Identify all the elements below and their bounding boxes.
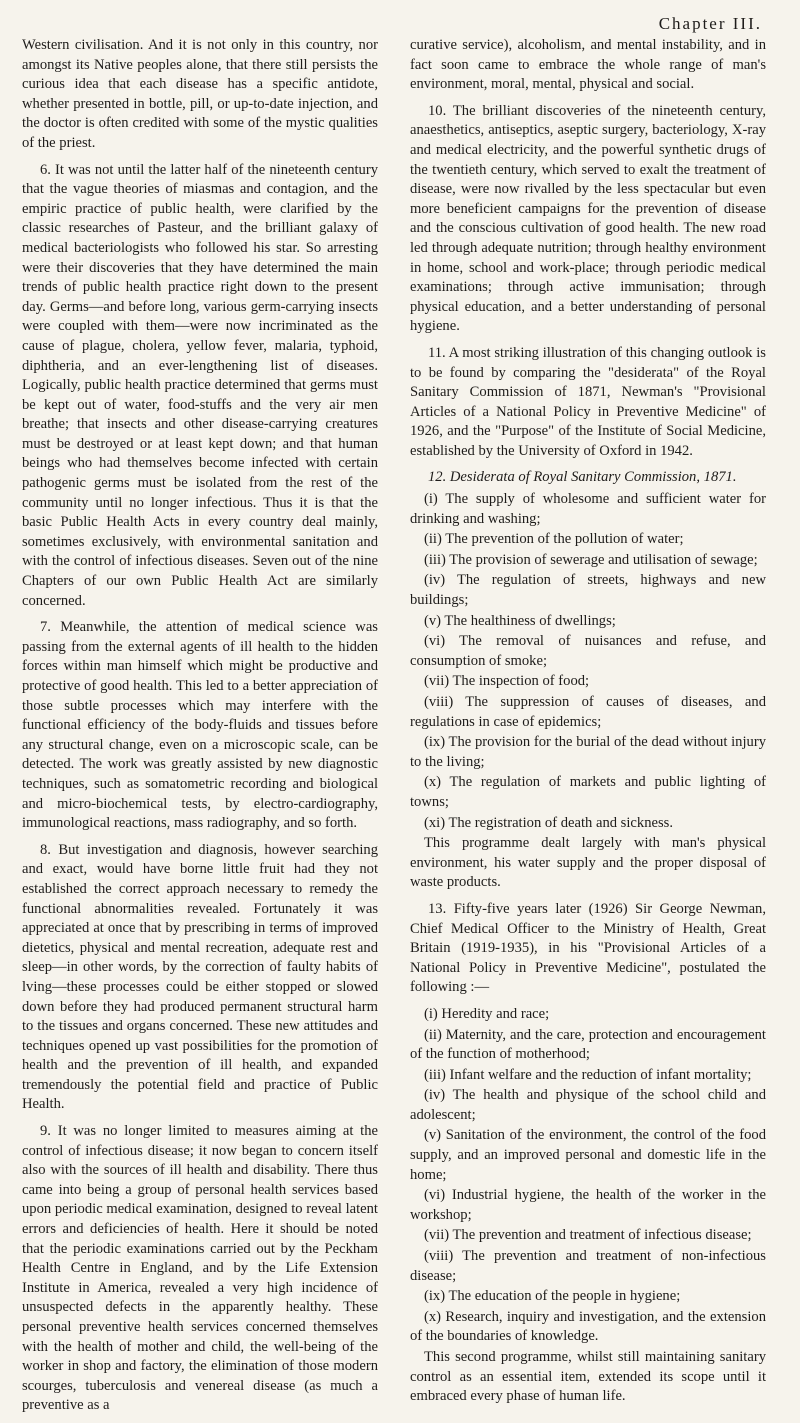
list-item: (ix) The provision for the burial of the dead without injury to the living; (410, 734, 766, 770)
list-item: (iii) Infant welfare and the reduction of infant mortality; (424, 1066, 752, 1083)
list-item: (vii) The prevention and treatment of infectious disease; (424, 1227, 752, 1244)
list-item: (viii) The prevention and treatment of non-infectious disease; (410, 1248, 766, 1284)
list-1871 (410, 490, 766, 833)
list-item: (ii) The prevention of the pollution of water; (424, 531, 684, 548)
paragraph-7: 7. Meanwhile, the attention of medical science was passing from the external agents of ill health to the hidden forces within man himself which might be productive and protective of good health. This led to a better appreciation of those subtle processes which may interfere with the functional efficiency of the body-fluids and tissues before any structural change, even on a microscopic scale, can be detected. The work was greatly assisted by new diagnostic techniques, such as somatometric recording and biological and micro-biochemical tests, by electro-cardiography, immunological reactions, mass radiography, and so forth. (22, 619, 378, 832)
paragraph-11: 11. A most striking illustration of this changing outlook is to be found by comparing the "desiderata" of the Royal Sanitary Commission of 1871, Newman's "Provisional Articles of a National Policy in Preventive Medicine" of 1926, and the "Purpose" of the Institute of Social Medicine, established by the University of Oxford in 1942. (410, 344, 766, 459)
list-item: (i) The supply of wholesome and sufficient water for drinking and washing; (410, 491, 766, 527)
list-item: (ii) Maternity, and the care, protection and encouragement of the function of motherhood; (410, 1026, 766, 1063)
paragraph-6: 6. It was not until the latter half of the nineteenth century that the vague theories of miasmas and contagion, and the empiric practice of public health, were clarified by the classic researches of Pasteur, and the brilliant galaxy of medical bacteriologists who followed his star. So arresting were their discoveries that they have determined the main trends of public health practice right down to the present day. Germs—and before long, various germ-carrying insects were coupled with them—were now incriminated as the cause of plague, cholera, yellow fever, malaria, typhoid, diphtheria, and an ever-lengthening list of diseases. Logically, public health practice determined that germs must be kept out of water, food-stuffs and the very air men breathe; that insects and other disease-carrying creatures must be destroyed or at least kept down; and that human beings who had themselves become infected with certain pathogenic germs must be isolated from the rest of the community until no longer infectious. Thus it is that the basic Public Health Acts in every country deal mainly, sometimes exclusively, with environmental sanitation and with the control of infectious diseases. Seven out of the nine Chapters of our own Public Health Act are similarly concerned. (22, 161, 378, 609)
paragraph-12-heading: 12. Desiderata of Royal Sanitary Commission, 1871. (428, 469, 737, 486)
list-item: (ix) The education of the people in hygiene; (424, 1288, 681, 1305)
right-column (410, 36, 766, 1414)
list-item: (x) The regulation of markets and public lighting of towns; (410, 774, 766, 810)
list-item: (xi) The registration of death and sickness. (424, 814, 673, 831)
list-item: (iv) The health and physique of the school child and adolescent; (410, 1087, 766, 1123)
paragraph-continuation: Western civilisation. And it is not only in this country, nor amongst its Native peoples alone, that there still persists the curious idea that each disease has a specific antidote, whether presented in bottle, pill, or up-to-date injection, and the doctor is often credited with some of the mystic qualities of the priest. (22, 37, 378, 151)
list-1926 (410, 1005, 766, 1347)
paragraph-10: 10. The brilliant discoveries of the nineteenth century, anaesthetics, antiseptics, aseptic surgery, bacteriology, X-ray and medical electricity, and the powerful synthetic drugs of the twentieth century, which served to exalt the treatment of disease, were now rivalled by the less spectacular but even more beneficient campaigns for the prevention of disease and the conscious cultivation of good health. The new road led through adequate nutrition; through healthy environment in home, school and work-place; through periodic medical examinations; through active immunisation; through physical education, and a better understanding of personal hygiene. (410, 102, 766, 335)
left-column (22, 36, 378, 1423)
paragraph-9: 9. It was no longer limited to measures aiming at the control of infectious disease; it now began to concern itself also with the sources of ill health and disability. There thus came into being a group of personal health services based upon periodic medical examination, designed to reveal latent errors and deficiencies of health. Here it should be noted that the periodic examinations carried out by the Peckham Health Centre in England, and by the Life Extension Institute in America, revealed a very high incidence of unsuspected defects in the apparently healthy. These personal preventive health services concerned themselves with the health of mother and child, the well-being of the worker in shop and factory, the elimination of those modern scourges, tuberculosis and venereal disease (as much a preventive as a (22, 1123, 378, 1414)
paragraph-continuation-right: curative service), alcoholism, and mental instability, and in fact soon came to embrace the whole range of man's environment, moral, mental, physical and social. (410, 37, 766, 93)
list-item: (iii) The provision of sewerage and utilisation of sewage; (424, 551, 758, 568)
list-item: (v) Sanitation of the environment, the control of the food supply, and an improved personal and domestic life in the home; (410, 1127, 766, 1183)
list-item: (vi) Industrial hygiene, the health of the worker in the workshop; (410, 1187, 766, 1223)
list-item: (v) The healthiness of dwellings; (424, 612, 616, 629)
paragraph-8: 8. But investigation and diagnosis, however searching and exact, would have borne little fruit had they not established the correct approach necessary to remedy the functional abnormalities revealed. Fortunately it was appreciated at once that by prescribing in terms of improved dietetics, physical and mental recreation, adequate rest and sleep—in other words, by the correction of faulty habits of lving—these processes could be either stopped or slowed down before they had produced permanent structural harm to the tissues and organs concerned. These new attitudes and techniques opened up vast possibilities for the promotion of health and the prevention of ill health, and expanded tremendously the potential field and practice of Public Health. (22, 841, 378, 1113)
list-item: (i) Heredity and race; (424, 1005, 550, 1022)
chapter-header: Chapter III. (658, 14, 762, 33)
paragraph-13: 13. Fifty-five years later (1926) Sir George Newman, Chief Medical Officer to the Ministry of Health, Great Britain (1919-1935), in his "Provisional Articles of a National Policy in Preventive Medicine", postulated the following :— (410, 900, 766, 996)
list-item: (iv) The regulation of streets, highways and new buildings; (410, 572, 766, 609)
list-item: (vi) The removal of nuisances and refuse, and consumption of smoke; (410, 633, 766, 669)
list-1871-summary: This programme dealt largely with man's physical environment, his water supply and the proper disposal of waste products. (410, 835, 766, 891)
list-item: (viii) The suppression of causes of diseases, and regulations in case of epidemics; (410, 694, 766, 730)
list-1926-summary: This second programme, whilst still maintaining sanitary control as an essential item, extended its scope until it embraced every phase of human life. (410, 1349, 766, 1405)
list-item: (vii) The inspection of food; (424, 673, 590, 690)
list-item: (x) Research, inquiry and investigation, and the extension of the boundaries of knowledge. (410, 1308, 766, 1345)
